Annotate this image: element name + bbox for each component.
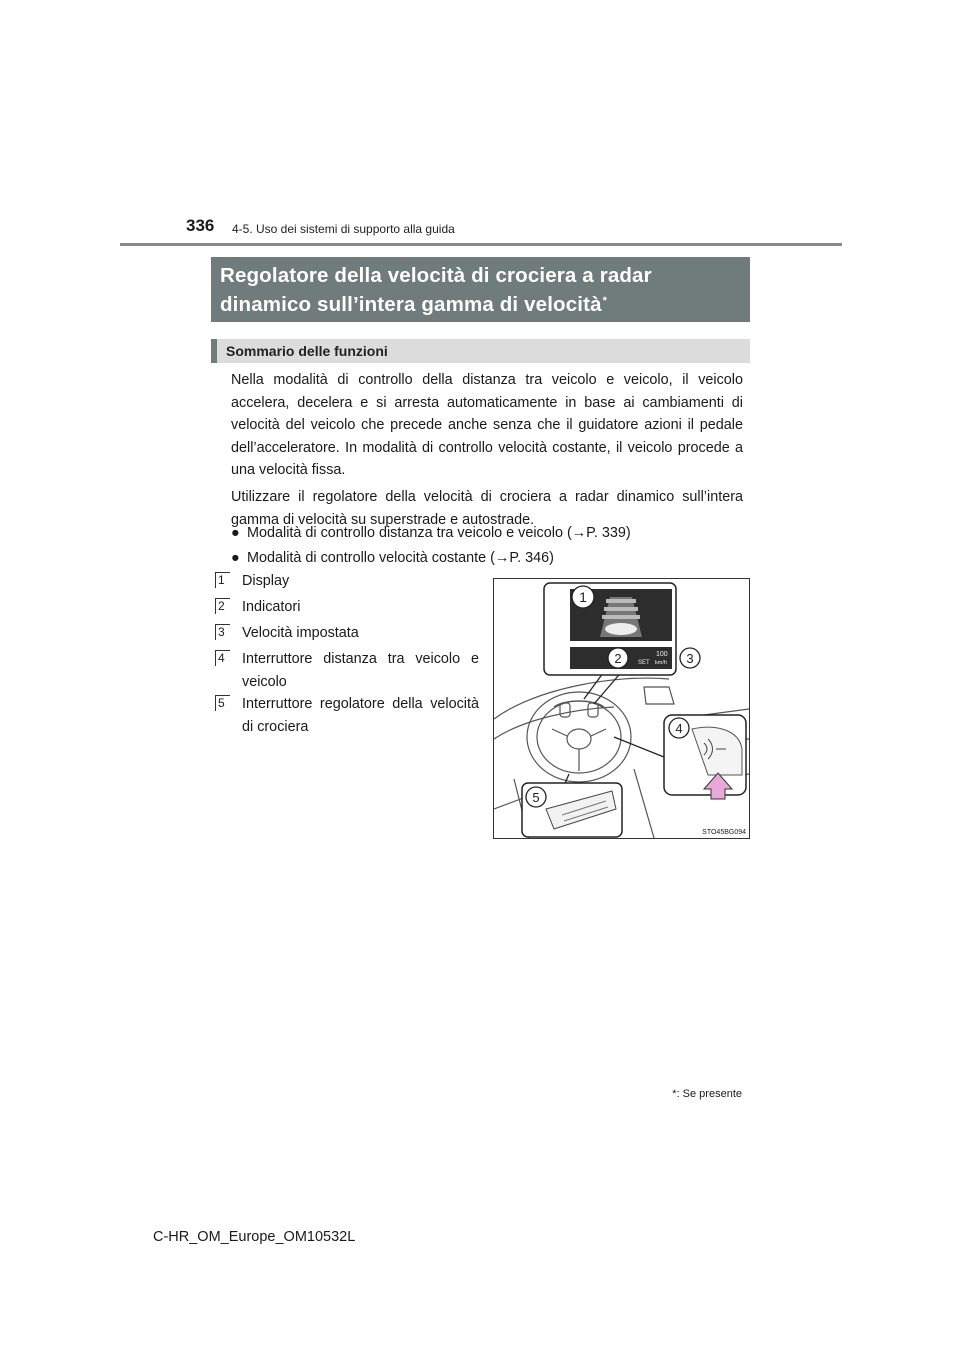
title-line-2-text: dinamico sull’intera gamma di velocità [220,293,602,316]
bullet-icon: ● [231,525,240,541]
title-line-1: Regolatore della velocità di crociera a radar [220,264,652,287]
numbered-item [215,648,479,693]
page-title [211,257,750,322]
illustration [493,578,750,839]
item-text: Velocità impostata [242,625,359,641]
bullet-item [231,522,631,545]
paragraph-1: Nella modalità di controllo della distanza tra veicolo e veicolo, il veicolo accelera, decelera e si arresta automaticamente in base ai cambiamenti di velocità del veicolo che precede anche senza che il guidatore azioni il pedale dell’acceleratore. In modalità di controllo velocità costante, il veicolo procede a una velocità fissa. [231,372,743,478]
item-text: Interruttore distanza tra veicolo e veicolo [242,651,479,690]
callout-1: 1 [579,589,587,605]
callout-3: 3 [686,651,694,666]
item-text: Indicatori [242,599,301,615]
item-text: Interruttore regolatore della velocità di crociera [242,696,479,735]
numbered-item [215,622,479,645]
footnote-text: : Se presente [676,1088,742,1100]
footnote-asterisk-icon: * [672,1088,677,1100]
page-number: 336 [186,216,215,235]
cruise-lever-icon [522,783,622,837]
distance-switch-icon [664,715,746,795]
numbered-item [215,693,479,738]
title-line-2 [220,290,750,319]
display-unit: km/h [655,660,667,666]
item-text: Display [242,573,290,589]
item-number: 3 [215,624,230,640]
display-set: SET [638,660,650,666]
section-label: 4-5. Uso dei sistemi di supporto alla guida [232,222,455,236]
item-number: 5 [215,695,230,711]
title-asterisk: * [602,295,608,307]
bullet-text: Modalità di controllo distanza tra veicolo e veicolo (→P. 339) [247,525,631,541]
paragraph-2: Utilizzare il regolatore della velocità di crociera a radar dinamico sull’intera gamma di velocità su superstrade e autostrade. [231,489,743,528]
callout-4: 4 [675,721,683,736]
bullet-text: Modalità di controllo velocità costante (→P. 346) [247,550,554,566]
bullet-item [231,547,554,570]
numbered-item [215,570,479,593]
callout-2: 2 [614,651,622,666]
item-number: 4 [215,650,230,666]
callout-5: 5 [532,790,540,805]
item-number: 1 [215,572,230,588]
subheading: Sommario delle funzioni [211,339,750,363]
bullet-icon: ● [231,550,240,566]
header-rule [120,243,842,246]
numbered-item [215,596,479,619]
cruise-display-icon [544,583,700,675]
item-number: 2 [215,598,230,614]
footnote [672,1088,742,1100]
figure-code: STO45BG094 [702,829,746,836]
footer-code: C-HR_OM_Europe_OM10532L [153,1229,356,1245]
display-speed: 100 [656,651,668,658]
cockpit-illustration [494,579,749,838]
